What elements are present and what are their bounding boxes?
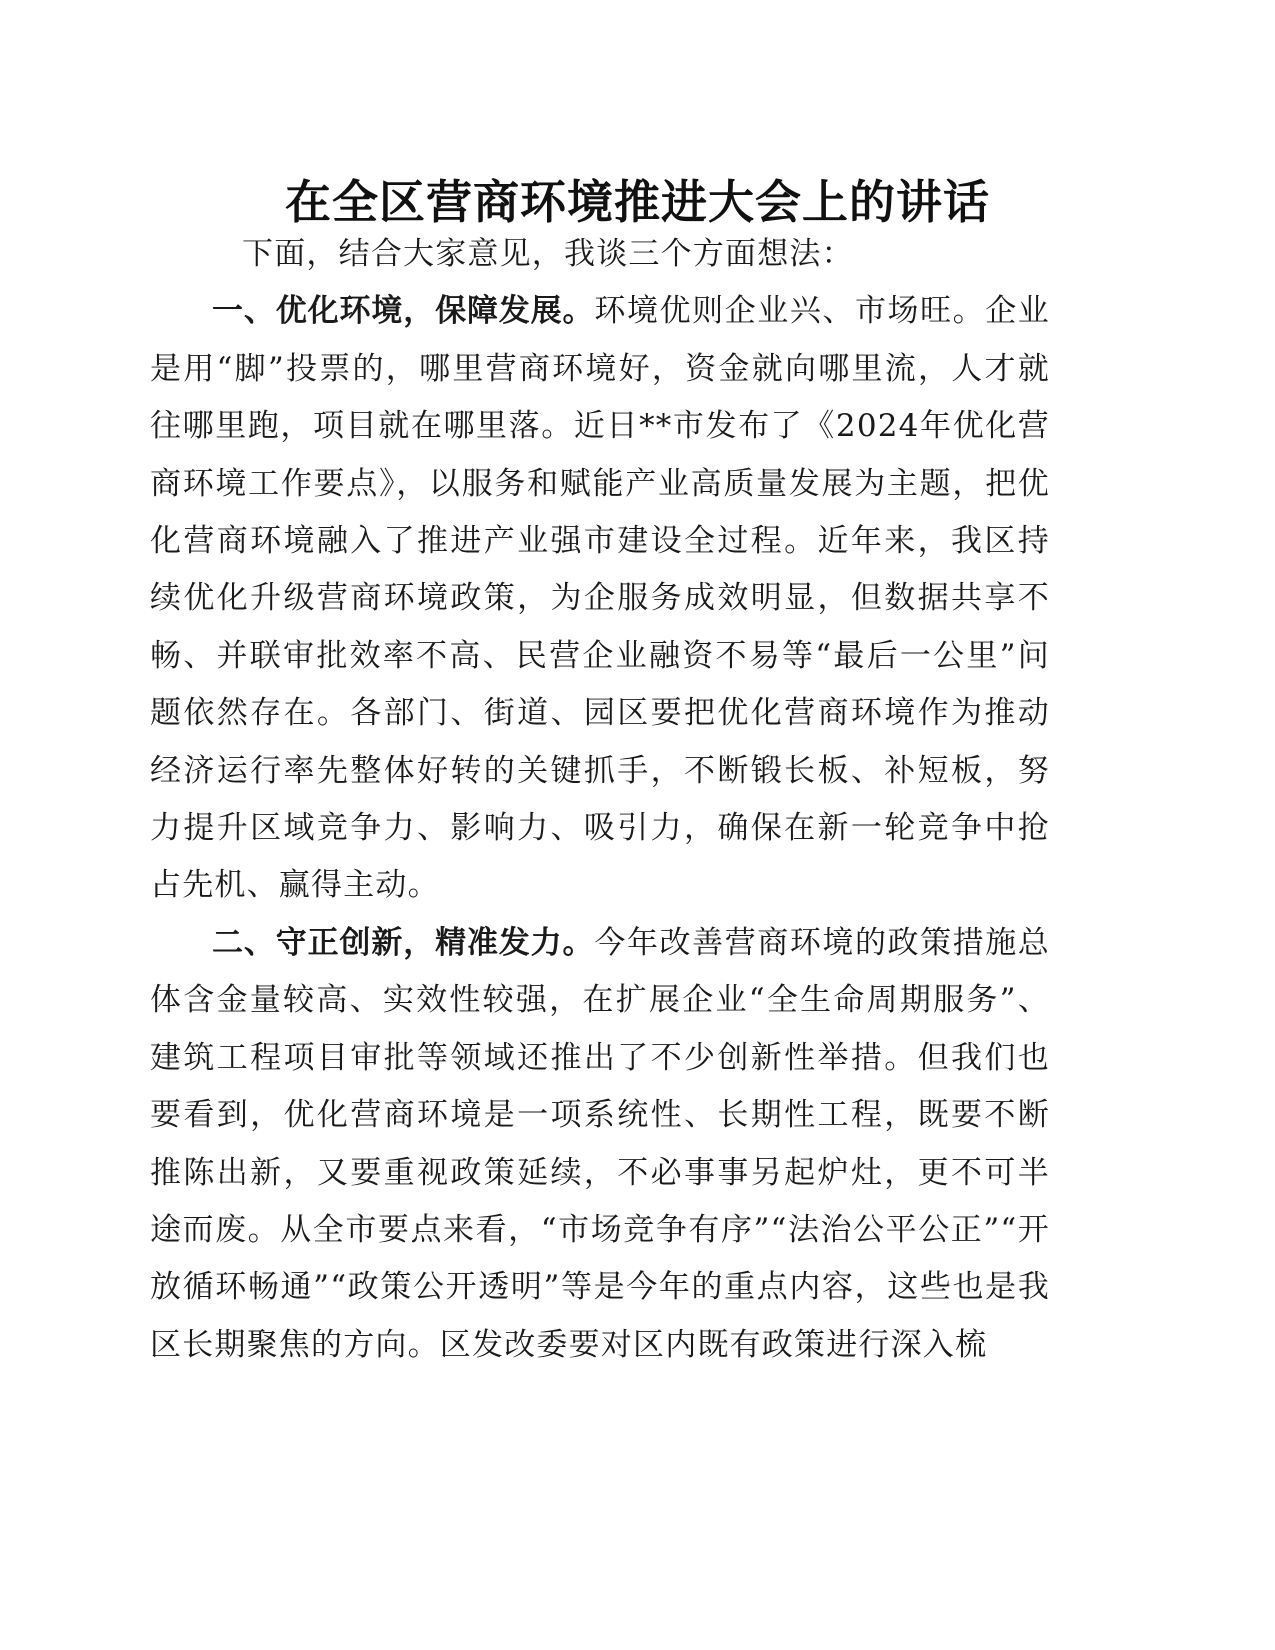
section-text-1: 环境优则企业兴、市场旺。企业是用“脚”投票的，哪里营商环境好，资金就向哪里流，人才就往哪里跑，项目就在哪里落。近日**市发布了《2024年优化营商环境工作要点》，以服务和赋能产业高质量发展为主题，把优化营商环境融入了推进产业强市建设全过程。近年来，我区持续优化升级营商环境政策，为企服务成效明显，但数据共享不畅、并联审批效率不高、民营企业融资不易等“最后一公里”问题依然存在。各部门、街道、园区要把优化营商环境作为推动经济运行率先整体好转的关键抓手，不断锻长板、补短板，努力提升区域竞争力、影响力、吸引力，确保在新一轮竞争中抢占先机、赢得主动。 [150, 293, 1050, 904]
document-body [150, 226, 1050, 1374]
section-paragraph-2 [150, 915, 1050, 1374]
document-title: 在全区营商环境推进大会上的讲话 [285, 175, 990, 229]
section-text-2: 今年改善营商环境的政策措施总体含金量较高、实效性较强，在扩展企业“全生命周期服务”、建筑工程项目审批等领域还推出了不少创新性举措。但我们也要看到，优化营商环境是一项系统性、长期性工程，既要不断推陈出新，又要重视政策延续，不必事事另起炉灶，更不可半途而废。从全市要点来看，“市场竞争有序”“法治公平公正”“开放循环畅通”“政策公开透明”等是今年的重点内容，这些也是我区长期聚焦的方向。区发改委要对区内既有政策进行深入梳 [150, 924, 1050, 1363]
section-heading-1: 一、优化环境，保障发展。 [212, 293, 595, 330]
section-paragraph-1 [150, 283, 1050, 914]
section-heading-2: 二、守正创新，精准发力。 [212, 924, 595, 961]
intro-paragraph: 下面，结合大家意见，我谈三个方面想法： [242, 236, 854, 272]
